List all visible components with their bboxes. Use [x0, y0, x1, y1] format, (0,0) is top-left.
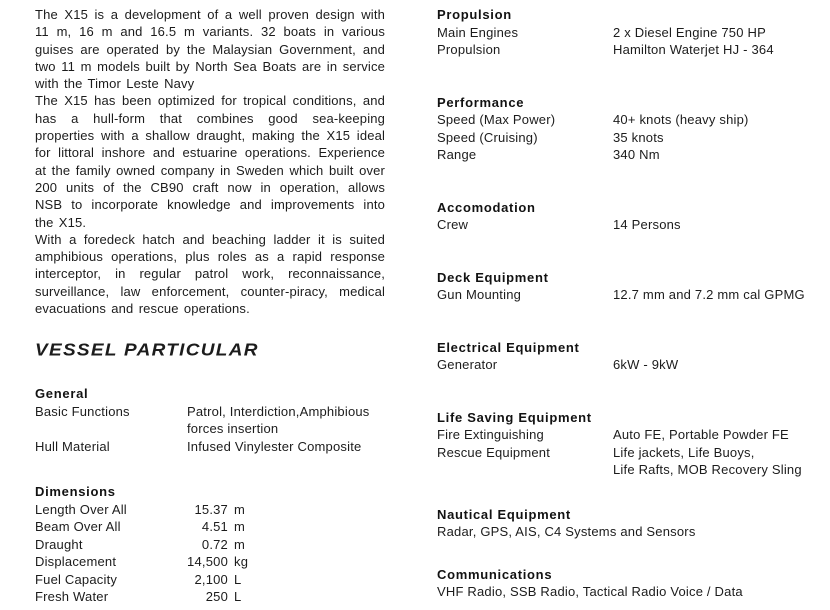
spec-row-value: 14 Persons — [613, 217, 681, 232]
spec-row-value: 12.7 mm and 7.2 mm cal GPMG — [613, 287, 805, 302]
spec-row-label: Crew — [437, 217, 469, 232]
spec-row-label: Main Engines — [437, 24, 519, 40]
section-heading-performance: Performance — [437, 94, 525, 110]
spec-row-label: Basic Functions — [35, 403, 130, 419]
spec-row-label: Range — [437, 147, 477, 162]
spec-row-unit: L — [234, 589, 242, 605]
spec-row-label: Draught — [35, 536, 83, 552]
section-heading-deck-equipment: Deck Equipment — [437, 269, 549, 285]
spec-row-number: 4.51 — [201, 519, 228, 535]
section-heading-propulsion: Propulsion — [437, 7, 512, 22]
spec-row-number: 250 — [205, 589, 228, 605]
section-electrical-equipment — [437, 339, 817, 374]
intro-paragraph-3: With a foredeck hatch and beaching ladder it is suited amphibious operations, plus roles as a rapid response interceptor, in regular patrol work, reconnaissance, surveillance, law enforcement, counter-piracy, medical evacuations and rescue operations. — [35, 231, 385, 317]
section-heading-life-saving-equipment: Life Saving Equipment — [437, 409, 592, 425]
section-communications — [437, 566, 817, 601]
intro-paragraph-2: The X15 has been optimized for tropical conditions, and has a hull-form that combines good sea-keeping properties with a shallow draught, making the X15 ideal for littoral inshore and estuarine operations. Experience at the family owned company in Sweden which built over 200 units of the CB90 craft now in operation, allows NSB to incorporate knowledge and improvements into the X15. — [35, 93, 385, 230]
spec-row-value: 40+ knots (heavy ship) — [613, 112, 749, 127]
intro-text-block — [35, 6, 385, 317]
spec-row-label: Gun Mounting — [437, 287, 522, 302]
spec-row-value: Infused Vinylester Composite — [187, 438, 362, 454]
right-column — [437, 6, 817, 601]
spec-row-unit: m — [234, 519, 246, 535]
spec-row-value: Hamilton Waterjet HJ - 364 — [613, 42, 774, 57]
spec-row-label: Speed (Max Power) — [437, 112, 556, 127]
spec-row-number: 15.37 — [194, 501, 228, 517]
spec-row-value-line2: forces insertion — [187, 421, 279, 437]
section-heading-nautical-equipment: Nautical Equipment — [437, 506, 571, 522]
life-saving-equipment-spec-table — [437, 426, 817, 479]
section-performance — [437, 94, 817, 164]
spec-row-label: Rescue Equipment — [437, 444, 551, 460]
spec-row-label: Fuel Capacity — [35, 571, 118, 587]
spec-row-label: Displacement — [35, 554, 117, 570]
spec-row-value: 340 Nm — [613, 147, 660, 162]
spec-row-label: Generator — [437, 357, 498, 372]
section-heading-accomodation: Accomodation — [437, 199, 536, 215]
electrical-equipment-spec-table — [437, 356, 817, 374]
spec-row-unit: L — [234, 571, 242, 587]
left-column — [35, 6, 385, 606]
propulsion-spec-table — [437, 24, 817, 59]
spec-row-label: Fresh Water — [35, 589, 109, 605]
spec-row-value-line2: Life Rafts, MOB Recovery Sling — [613, 462, 802, 477]
spec-row-value: 6kW - 9kW — [613, 357, 679, 372]
vessel-particular-heading: VESSEL PARTICULAR — [35, 341, 259, 361]
section-general — [35, 385, 385, 455]
spec-row-value: 35 knots — [613, 129, 664, 145]
nautical-equipment-list: Radar, GPS, AIS, C4 Systems and Sensors — [437, 524, 696, 539]
spec-row-value: Patrol, Interdiction,Amphibious — [187, 403, 370, 419]
section-heading-dimensions: Dimensions — [35, 484, 116, 500]
section-deck-equipment — [437, 269, 817, 304]
spec-row-number: 0.72 — [201, 536, 228, 552]
spec-row-label: Length Over All — [35, 501, 127, 517]
spec-row-unit: kg — [234, 554, 249, 570]
section-heading-general: General — [35, 386, 89, 402]
spec-row-label: Fire Extinguishing — [437, 427, 544, 442]
dimensions-spec-table — [35, 501, 385, 606]
section-propulsion — [437, 6, 817, 59]
spec-row-label-spacer — [437, 461, 613, 479]
spec-row-value: Life jackets, Life Buoys, — [613, 444, 755, 460]
spec-row-unit: m — [234, 501, 246, 517]
spec-row-label: Hull Material — [35, 438, 110, 454]
section-accomodation — [437, 199, 817, 234]
section-nautical-equipment — [437, 506, 817, 541]
communications-list: VHF Radio, SSB Radio, Tactical Radio Voice / Data — [437, 584, 743, 599]
general-spec-table — [35, 403, 385, 456]
performance-spec-table — [437, 111, 817, 164]
spec-row-unit: m — [234, 536, 246, 552]
deck-equipment-spec-table — [437, 286, 817, 304]
spec-row-label-spacer — [35, 420, 187, 438]
spec-row-number: 14,500 — [187, 554, 228, 570]
spec-row-value: 2 x Diesel Engine 750 HP — [613, 24, 766, 40]
spec-row-label: Speed (Cruising) — [437, 129, 538, 145]
spec-row-label: Propulsion — [437, 42, 501, 57]
accomodation-spec-table — [437, 216, 817, 234]
spec-row-number: 2,100 — [194, 571, 228, 587]
spec-row-value: Auto FE, Portable Powder FE — [613, 427, 789, 442]
section-life-saving-equipment — [437, 409, 817, 479]
section-heading-communications: Communications — [437, 566, 553, 582]
intro-paragraph-1: The X15 is a development of a well proven design with 11 m, 16 m and 16.5 m variants. 32 boats in various guises are operated by the Malaysian Government, and two 11 m models built by North Sea Boats are in service with the Timor Leste Navy — [35, 7, 385, 92]
section-heading-electrical-equipment: Electrical Equipment — [437, 339, 580, 355]
spec-row-label: Beam Over All — [35, 519, 121, 535]
section-dimensions — [35, 483, 385, 606]
